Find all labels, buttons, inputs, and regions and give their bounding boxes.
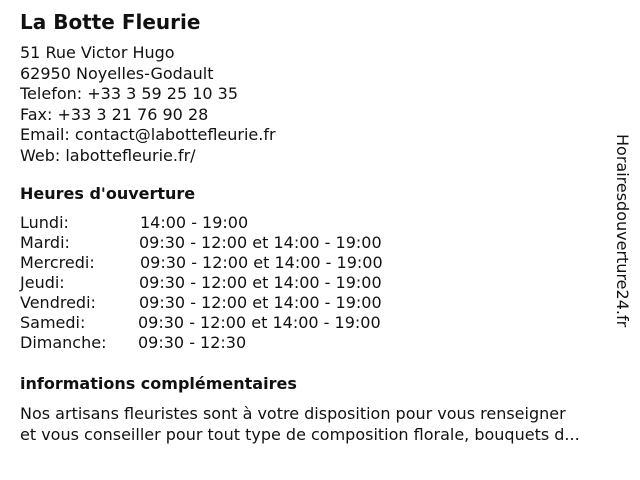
address-line-1: 51 Rue Victor Hugo (20, 43, 175, 62)
website-link[interactable]: Web: labottefleurie.fr/ (20, 145, 196, 165)
address-line-2: 62950 Noyelles-Godault (20, 63, 214, 83)
hours-row-saturday (20, 313, 580, 333)
day-label: Mercredi: (20, 253, 95, 272)
fax-number: Fax: +33 3 21 76 90 28 (20, 104, 209, 124)
time-value: 09:30 - 12:00 et 14:00 - 19:00 (139, 273, 382, 292)
hours-row-friday (20, 293, 580, 313)
day-label: Lundi: (20, 213, 69, 232)
time-value: 09:30 - 12:00 et 14:00 - 19:00 (138, 313, 381, 332)
info-line-2: et vous conseiller pour tout type de composition florale, bouquets d... (20, 425, 580, 444)
day-label: Samedi: (20, 313, 86, 332)
email-address[interactable]: Email: contact@labottefleurie.fr (20, 125, 276, 144)
hours-row-tuesday (20, 233, 580, 253)
hours-heading: Heures d'ouverture (20, 184, 196, 203)
contact-block (20, 43, 276, 166)
time-value: 09:30 - 12:00 et 14:00 - 19:00 (139, 233, 382, 252)
opening-hours-table (20, 213, 580, 353)
day-label: Dimanche: (20, 333, 107, 352)
time-value: 14:00 - 19:00 (140, 213, 249, 232)
info-line-1: Nos artisans fleuristes sont à votre disposition pour vous renseigner (20, 404, 566, 423)
time-value: 09:30 - 12:30 (138, 333, 247, 352)
business-name: La Botte Fleurie (20, 10, 201, 34)
day-label: Mardi: (20, 233, 70, 252)
time-value: 09:30 - 12:00 et 14:00 - 19:00 (139, 293, 382, 312)
day-label: Jeudi: (20, 273, 65, 292)
day-label: Vendredi: (20, 293, 96, 312)
hours-row-wednesday (20, 253, 580, 273)
site-watermark: Horairesdouverture24.fr (613, 134, 632, 328)
hours-row-thursday (20, 273, 580, 293)
hours-row-sunday (20, 333, 580, 353)
hours-row-monday (20, 213, 580, 233)
info-heading: informations complémentaires (20, 374, 297, 393)
time-value: 09:30 - 12:00 et 14:00 - 19:00 (140, 253, 383, 272)
info-description (20, 403, 630, 445)
phone-number[interactable]: Telefon: +33 3 59 25 10 35 (20, 84, 239, 103)
